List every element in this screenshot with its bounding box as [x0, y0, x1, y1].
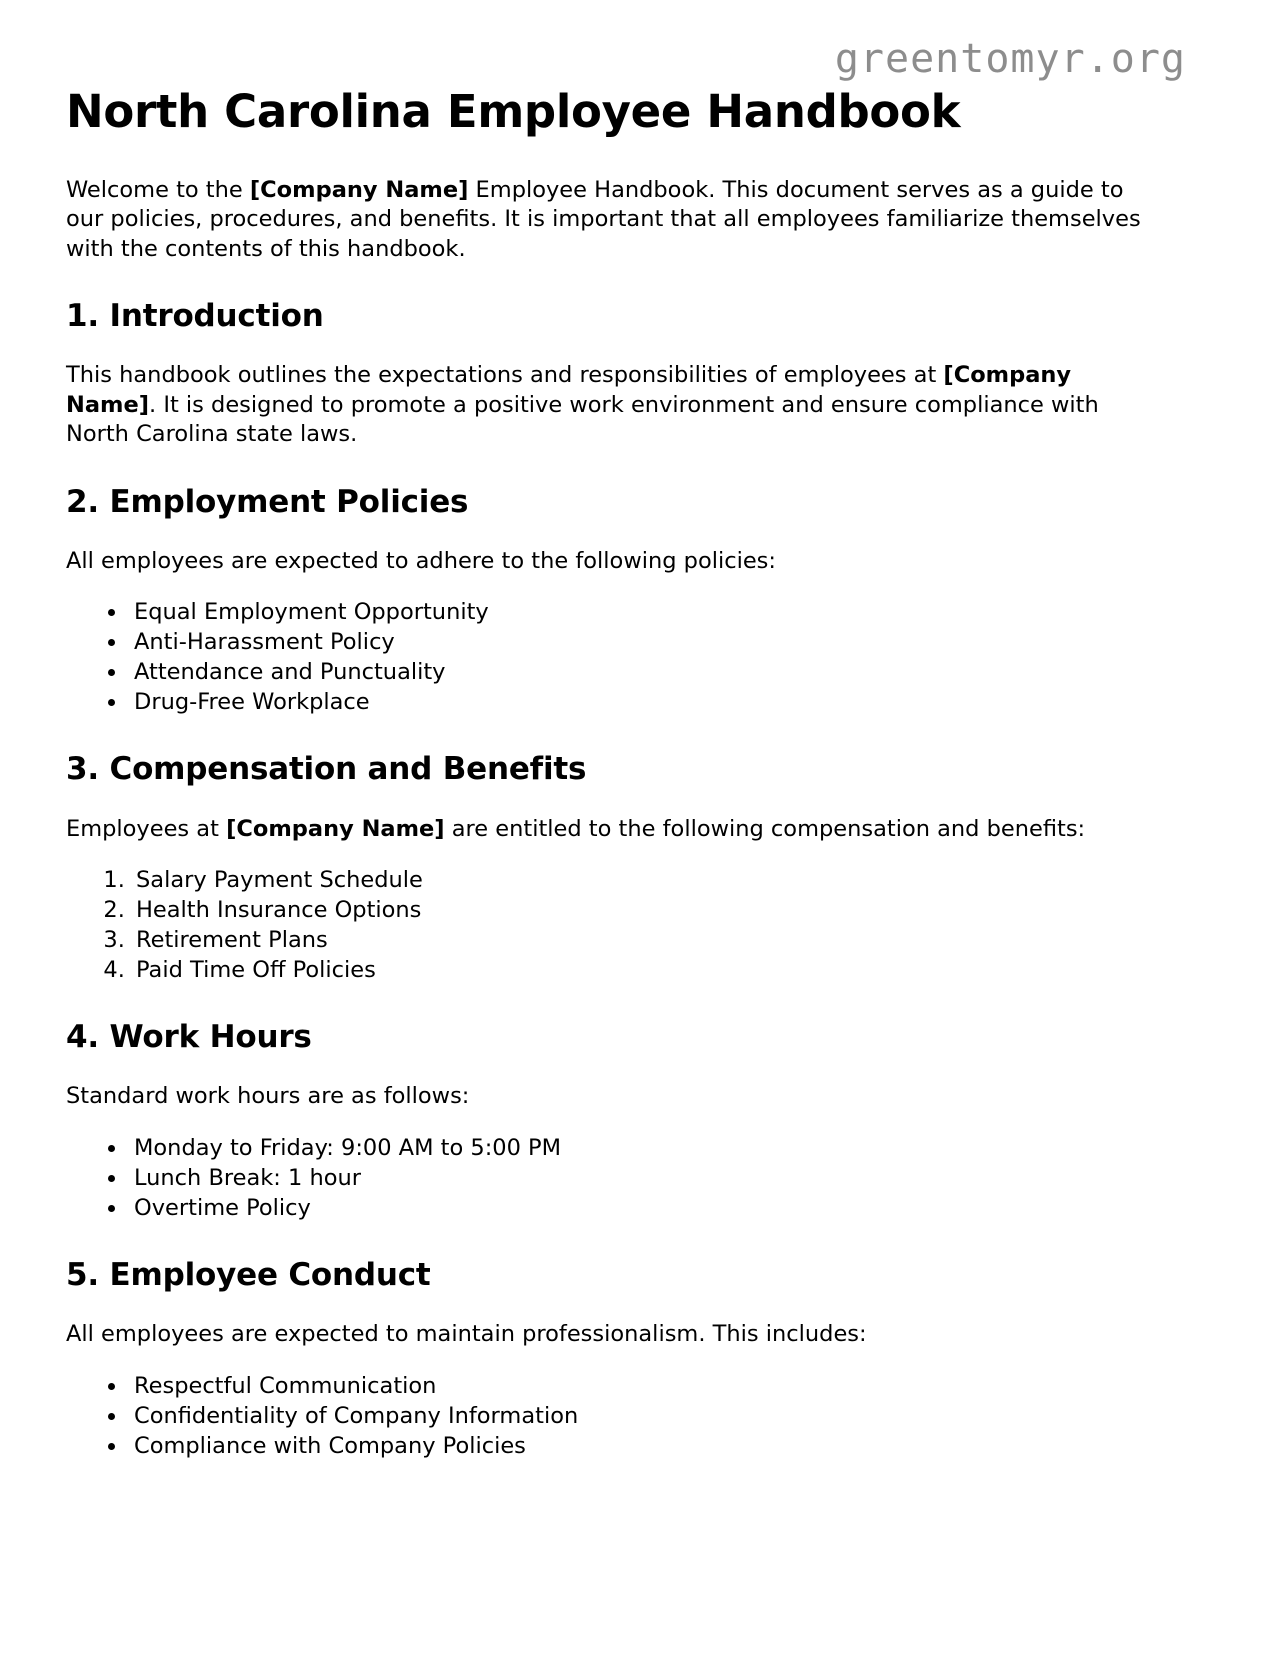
section-text-before: Employees at — [66, 815, 227, 842]
document-section — [66, 298, 1156, 450]
section-text-before: Standard work hours are as follows: — [66, 1083, 470, 1110]
section-text-after: . It is designed to promote a positive work environment and ensure compliance with North Carolina state laws. — [66, 391, 1099, 448]
list-item: 4. Paid Time Off Policies — [132, 956, 1156, 985]
list-item: • Monday to Friday: 9:00 AM to 5:00 PM — [128, 1134, 1156, 1163]
company-name-placeholder: [Company Name] — [249, 176, 469, 203]
list-item: • Overtime Policy — [128, 1194, 1156, 1223]
list-item: • Confidentiality of Company Information — [128, 1402, 1156, 1431]
intro-paragraph — [66, 176, 1156, 264]
list-item: • Compliance with Company Policies — [128, 1432, 1156, 1461]
list-item: • Attendance and Punctuality — [128, 658, 1156, 687]
company-name-placeholder: [Company Name] — [226, 815, 445, 842]
list-item: 1. Salary Payment Schedule — [132, 866, 1156, 895]
section-paragraph — [66, 547, 1156, 576]
section-text-before: All employees are expected to adhere to the following policies: — [66, 547, 776, 574]
list-item: 3. Retirement Plans — [132, 926, 1156, 955]
page-title: North Carolina Employee Handbook — [66, 85, 961, 138]
intro-text-before: Welcome to the — [66, 176, 250, 203]
document-section — [66, 1257, 1156, 1461]
bulleted-list — [66, 1372, 1156, 1461]
section-text-after: are entitled to the following compensation and benefits: — [444, 815, 1086, 842]
section-paragraph — [66, 1320, 1156, 1349]
section-heading: 4. Work Hours — [66, 1019, 312, 1056]
document-section — [66, 751, 1156, 985]
section-paragraph — [66, 361, 1156, 449]
document-body — [66, 86, 1156, 1462]
list-item: 2. Health Insurance Options — [132, 896, 1156, 925]
list-item: • Anti-Harassment Policy — [128, 628, 1156, 657]
section-paragraph — [66, 1082, 1156, 1111]
section-heading: 2. Employment Policies — [66, 483, 469, 520]
section-heading: 5. Employee Conduct — [66, 1256, 431, 1293]
section-heading: 1. Introduction — [66, 298, 324, 335]
sections-container — [66, 298, 1156, 1460]
numbered-list — [66, 866, 1156, 985]
list-item: • Respectful Communication — [128, 1372, 1156, 1401]
section-paragraph — [66, 815, 1156, 844]
company-name-placeholder: [Company Name] — [66, 362, 1072, 418]
section-heading: 3. Compensation and Benefits — [66, 751, 587, 788]
bulleted-list — [66, 598, 1156, 717]
document-section — [66, 484, 1156, 718]
list-item: • Lunch Break: 1 hour — [128, 1164, 1156, 1193]
intro-text-after: Employee Handbook. This document serves as a guide to our policies, procedures, and benefits. It is important that all employees familiarize themselves with the contents of this handbook. — [66, 176, 1141, 262]
section-text-before: All employees are expected to maintain professionalism. This includes: — [66, 1321, 867, 1348]
section-text-before: This handbook outlines the expectations and responsibilities of employees at — [66, 362, 944, 389]
list-item: • Equal Employment Opportunity — [128, 598, 1156, 627]
bulleted-list — [66, 1134, 1156, 1223]
list-item: • Drug-Free Workplace — [128, 688, 1156, 717]
site-watermark: greentomyr.org — [834, 36, 1186, 82]
document-section — [66, 1019, 1156, 1223]
